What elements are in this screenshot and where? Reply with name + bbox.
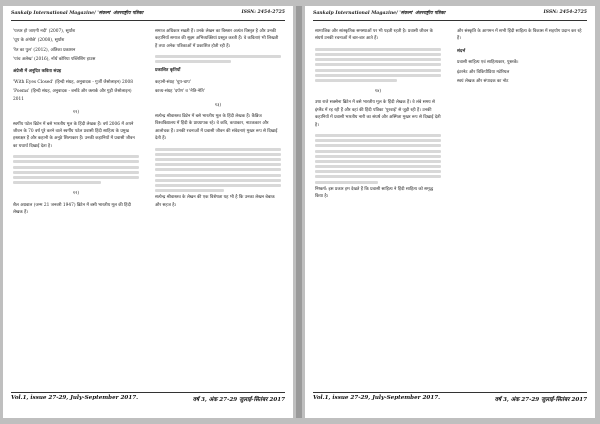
reference-item: स्वयं लेखक और संपादक का नोट <box>457 79 509 85</box>
right-page-column-1 <box>315 28 441 388</box>
footer-volume-hi: वर्ष 3, अंक 27-29 जुलाई-सितंबर 2017 <box>494 397 587 403</box>
footer-rule <box>11 392 285 393</box>
paragraph: समाज अधिकार रखती हैं। उनके लेखन का विस्तार अत्यंत विस्तृत है और उनकी कहानियाँ समाज की सूक्ष्म अभिव्यक्तियां प्रस्तुत करती हैं। वे कविताएं भी लिखती हैं तथा अनेक पत्रिकाओं में प्रकाशित होती रही हैं। <box>155 29 279 49</box>
reference-item: इंटरनेट और विकिपीडिया मटेरियल <box>457 69 510 75</box>
left-page-footer <box>11 395 285 405</box>
journal-title: Sankalp International Magazine/ 'संकल्प' अंतरराष्ट्रीय पत्रिका <box>313 11 446 16</box>
left-page-column-2 <box>155 28 281 388</box>
right-page-header <box>313 10 587 20</box>
section-number: १३) <box>214 102 222 108</box>
paragraph: निष्कर्ष: इस प्रकार हम देखते हैं कि प्रवासी साहित्य ने हिंदी साहित्य को समृद्ध किया है। <box>315 186 434 200</box>
right-page <box>305 6 595 418</box>
issn-label: ISSN: 2454-2725 <box>543 10 587 15</box>
section-heading: प्रकाशित कृतियाँ <box>155 68 181 74</box>
list-item: कहानी-संग्रह 'चुप-चाप' <box>155 79 191 85</box>
paragraph: सामाजिक और सांस्कृतिक समस्याओं पर भी पड़ती रहती है। प्रवासी जीवन के संघर्ष उनकी रचनाओं में बार-बार आते हैं। <box>315 29 433 42</box>
list-item: 'पत्थर हो जाएगी नदी' (2007), सूर्यांश <box>13 29 76 34</box>
footer-volume-hi: वर्ष 3, अंक 27-29 जुलाई-सितंबर 2017 <box>192 397 285 403</box>
book-gutter <box>296 6 302 418</box>
footer-volume-en: Vol.1, issue 27-29, July-September 2017. <box>313 395 441 401</box>
section-number: ११) <box>72 110 80 116</box>
paragraph: सत्येन्द्र श्रीवास्तव के लेखन की एक विशेषता यह भी है कि उनका लेखन बेबाक और सहज है। <box>155 195 275 208</box>
list-item: काव्य-संग्रह 'दर्पण' व 'नेति-नेति' <box>155 89 205 95</box>
header-rule <box>11 20 285 21</box>
header-rule <box>313 20 587 21</box>
list-item: 'धूप के अंगोछे' (2008), सूर्यांश <box>13 38 65 44</box>
paragraph: उषा राजे सक्सेना ब्रिटेन में बसे भारतीय मूल के हिंदी लेखक हैं। वे लंबे समय से इंग्लैंड में रह रही हैं और वहां की हिंदी पत्रिका 'पुरवाई' से जुड़ी रही हैं। उनकी कहानियों में प्रवासी भारतीय नारी का संघर्ष और अस्मिता मुखर रूप से दिखाई देती है। <box>315 100 441 128</box>
references-heading: संदर्भ <box>457 48 466 54</box>
footer-rule <box>313 392 587 393</box>
paragraph: शैल अग्रवाल (जन्म 21 जनवरी 1947) ब्रिटेन में बसी भारतीय मूल की हिंदी लेखक हैं। <box>13 202 131 216</box>
list-item: 'With Eyes Closed' (हिन्दी संग्रह, अनुवादक - गुर्जी जैसोलाइन) 2008 <box>13 80 133 86</box>
section-number: १४) <box>374 88 382 94</box>
section-heading: अंग्रेजी में अनूदित कविता संग्रह <box>13 68 62 74</box>
list-item: 'पांच अलेख' (2016), नॉर्थ कोरिया पब्लिशिंग हाउस <box>13 57 96 63</box>
right-page-column-2 <box>457 28 583 388</box>
list-item: 'रेत का पुल' (2012), अंतिका प्रकाशन <box>13 47 76 53</box>
right-page-footer <box>313 395 587 405</box>
footer-volume-en: Vol.1, issue 27-29, July-September 2017. <box>11 395 139 401</box>
paragraph: और संस्कृति के आगमन में सभी हिंदी साहित्य के विकास में सहयोग प्रदान कर रहे हैं। <box>457 29 582 42</box>
issn-label: ISSN: 2454-2725 <box>241 10 285 15</box>
left-page-column-1 <box>13 28 139 388</box>
paragraph: सत्येन्द्र श्रीवास्तव ब्रिटेन में बसे भारतीय मूल के हिंदी लेखक हैं। कैंब्रिज विश्वविद्यालय में हिंदी के प्राध्यापक रहे। वे कवि, कथाकार, नाटककार और आलोचक हैं। उनकी रचनाओं में प्रवासी जीवन की संवेदनाएं मुखर रूप से दिखाई देती हैं। <box>155 114 278 142</box>
section-number: १२) <box>72 191 80 197</box>
left-page-header <box>11 10 285 20</box>
list-item: 'Poems' (हिन्दी संग्रह, अनुवादक - बर्नाडे और क्लार्क और गुड़ी जैसोलाइन) 2011 <box>13 89 132 102</box>
left-page <box>3 6 293 418</box>
reference-item: प्रवासी साहित्य एवं साहित्यकार, पुस्तकें। <box>457 60 519 66</box>
paragraph: स्वर्गीय पटेल ब्रिटेन में बसे भारतीय मूल के हिंदी लेखक हैं। वर्ष 2006 में अपने जीवन के 70 वर्ष पूरे करने वाले स्वर्गीय पटेल प्रवासी हिंदी साहित्य के प्रमुख हस्ताक्षर हैं और कहानी के अनूठे शिल्पकार हैं। उनकी कहानियों में प्रवासी जीवन का यथार्थ दिखाई देता है। <box>13 121 135 149</box>
journal-title: Sankalp International Magazine/ 'संकल्प' अंतरराष्ट्रीय पत्रिका <box>11 11 144 16</box>
